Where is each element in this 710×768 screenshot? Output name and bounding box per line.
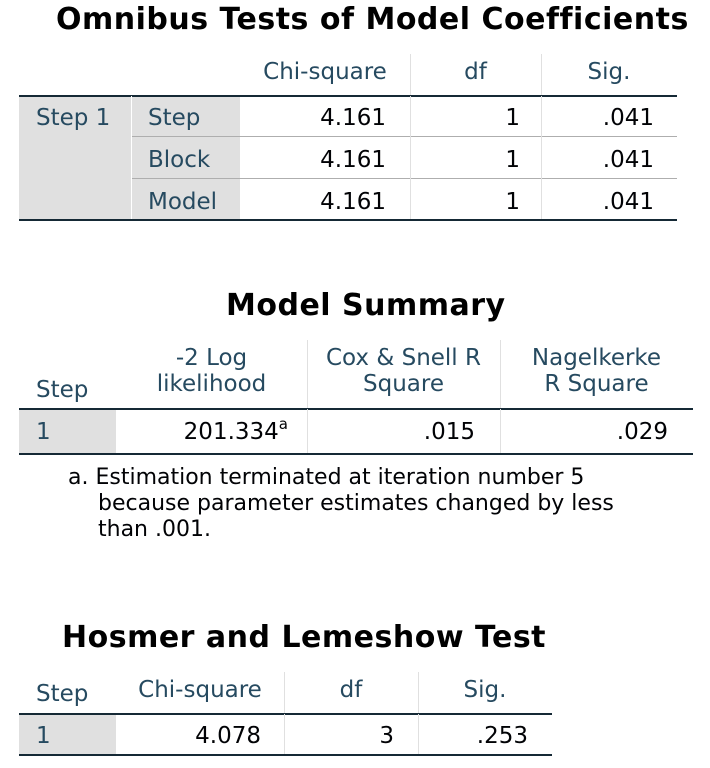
table-bottom-rule	[19, 754, 552, 756]
hosmer-step-cell: 1	[36, 723, 51, 749]
hosmer-title: Hosmer and Lemeshow Test	[62, 620, 547, 655]
model-summary-header-nagelkerke: Nagelkerke	[531, 345, 662, 371]
footnote-marker: a	[278, 415, 288, 433]
model-summary-footnote: because parameter estimates changed by less	[98, 491, 614, 516]
omnibus-df-cell: 1	[505, 105, 520, 131]
log-likelihood-value: 201.334	[183, 419, 279, 445]
hosmer-header-step: Step	[36, 681, 89, 707]
log-likelihood-cell	[116, 415, 288, 446]
table-top-rule	[19, 95, 677, 97]
omnibus-sig-cell: .041	[602, 105, 654, 131]
model-summary-header-log-likelihood: -2 Log	[175, 345, 248, 371]
omnibus-header-sig: Sig.	[587, 59, 631, 85]
omnibus-step-label: Step 1	[36, 105, 111, 131]
model-summary-header-cox-snell: Square	[363, 371, 444, 397]
model-summary-header-cox-snell: Cox & Snell R	[326, 345, 481, 371]
model-summary-footnote: than .001.	[98, 517, 211, 542]
row-label-shade	[19, 409, 116, 453]
model-summary-title: Model Summary	[226, 288, 506, 323]
model-summary-header-step: Step	[36, 377, 89, 403]
model-summary-header-log-likelihood: likelihood	[156, 371, 267, 397]
omnibus-chi-square-cell: 4.161	[320, 105, 386, 131]
omnibus-row-label: Model	[148, 189, 218, 215]
omnibus-df-cell: 1	[505, 189, 520, 215]
hosmer-header-chi-square: Chi-square	[138, 677, 262, 703]
model-summary-header-nagelkerke: R Square	[544, 371, 649, 397]
omnibus-header-chi-square: Chi-square	[263, 59, 387, 85]
table-top-rule	[19, 408, 693, 410]
omnibus-df-cell: 1	[505, 147, 520, 173]
omnibus-row-label: Step	[148, 105, 201, 131]
omnibus-header-df: df	[464, 59, 487, 85]
table-top-rule	[19, 713, 552, 715]
hosmer-header-df: df	[339, 677, 363, 703]
cox-snell-cell: .015	[423, 419, 475, 445]
omnibus-title: Omnibus Tests of Model Coefficients	[56, 2, 689, 37]
hosmer-chi-square-cell: 4.078	[195, 723, 261, 749]
nagelkerke-cell: .029	[616, 419, 668, 445]
omnibus-row-label: Block	[148, 147, 211, 173]
omnibus-sig-cell: .041	[602, 189, 654, 215]
table-bottom-rule	[19, 219, 677, 221]
hosmer-df-cell: 3	[379, 723, 394, 749]
hosmer-sig-cell: .253	[476, 723, 528, 749]
omnibus-chi-square-cell: 4.161	[320, 189, 386, 215]
row-divider	[131, 136, 677, 137]
label-divider	[131, 96, 132, 219]
table-bottom-rule	[19, 453, 693, 455]
omnibus-chi-square-cell: 4.161	[320, 147, 386, 173]
omnibus-sig-cell: .041	[602, 147, 654, 173]
row-label-shade	[19, 714, 116, 754]
row-divider	[131, 178, 677, 179]
model-summary-step-cell: 1	[36, 419, 51, 445]
model-summary-footnote: a. Estimation terminated at iteration number 5	[68, 465, 585, 490]
hosmer-header-sig: Sig.	[463, 677, 507, 703]
